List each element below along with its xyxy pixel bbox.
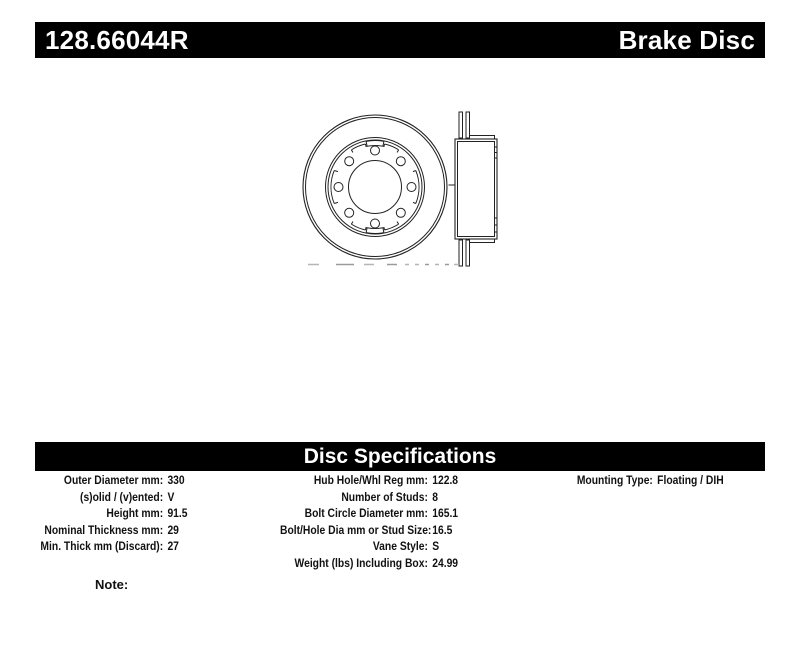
spec-value: Floating / DIH — [657, 473, 724, 487]
spec-label: Bolt/Hole Dia mm or Stud Size: — [280, 522, 432, 537]
spec-row-outer-diameter — [35, 472, 188, 489]
spec-value: 8 — [432, 489, 438, 504]
spec-value: 24.99 — [432, 555, 459, 570]
spec-row-hub-hole — [280, 472, 458, 489]
spec-column-middle — [280, 472, 458, 572]
spec-row-weight — [280, 555, 458, 572]
spec-value: 27 — [167, 539, 179, 554]
spec-value: 29 — [167, 522, 179, 537]
spec-value: S — [432, 539, 440, 554]
spec-label: Number of Studs: — [341, 489, 428, 504]
spec-column-left — [35, 472, 188, 555]
spec-row-height — [35, 505, 188, 522]
spec-value: 122.8 — [432, 473, 459, 487]
spec-row-solid-vented — [35, 489, 188, 506]
spec-row-nominal-thickness — [35, 522, 188, 539]
brake-disc-cross-section-view — [449, 112, 498, 266]
spec-value: 16.5 — [432, 522, 453, 537]
spec-value: V — [167, 489, 175, 504]
note-label: Note: — [95, 577, 129, 592]
spec-value: 91.5 — [167, 506, 188, 521]
spec-section-banner — [35, 442, 765, 471]
spec-row-mounting-type — [560, 472, 724, 489]
spec-row-number-of-studs — [280, 489, 458, 506]
brake-disc-technical-drawing — [290, 92, 560, 277]
part-number: 128.66044R — [45, 24, 189, 55]
spec-label: Hub Hole/Whl Reg mm: — [313, 473, 428, 487]
spec-label: Outer Diameter mm: — [63, 473, 164, 487]
spec-label: Bolt Circle Diameter mm: — [304, 506, 428, 521]
spec-row-vane-style — [280, 538, 458, 555]
spec-value: 330 — [167, 473, 185, 487]
spec-column-right — [560, 472, 724, 489]
spec-label: Min. Thick mm (Discard): — [40, 539, 164, 554]
spec-label: Mounting Type: — [576, 473, 653, 487]
product-type-label: Brake Disc — [618, 24, 755, 55]
spec-label: Vane Style: — [372, 539, 428, 554]
spec-label: Nominal Thickness mm: — [44, 522, 164, 537]
spec-value: 165.1 — [432, 506, 459, 521]
spec-label: Weight (lbs) Including Box: — [294, 555, 428, 570]
header-bar — [35, 22, 765, 58]
brake-disc-front-view — [303, 115, 447, 259]
spec-row-bolt-circle-diameter — [280, 505, 458, 522]
spec-row-min-thickness — [35, 538, 188, 555]
spec-label: (s)olid / (v)ented: — [80, 489, 164, 504]
spec-row-bolt-hole-dia — [280, 522, 458, 539]
spec-label: Height mm: — [106, 506, 164, 521]
spec-section-title: Disc Specifications — [303, 444, 497, 468]
